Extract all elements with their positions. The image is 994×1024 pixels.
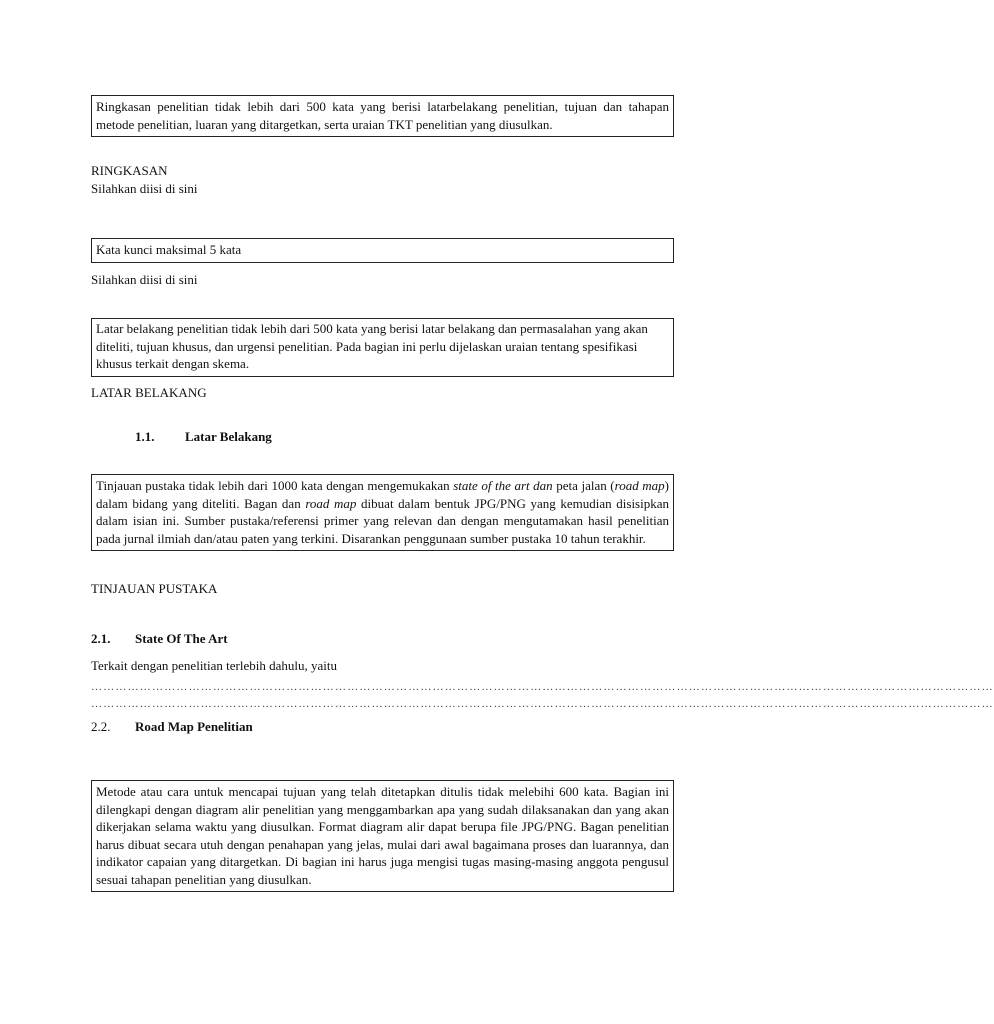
section-title-latar-belakang: Latar Belakang xyxy=(185,429,272,444)
latar-instruction-box xyxy=(91,318,674,377)
metode-instruction-text: Metode atau cara untuk mencapai tujuan yang telah ditetapkan ditulis tidak melebihi 600 kata. Bagian ini dilengkapi dengan diagram alir penelitian yang menggambarkan apa yang sudah dilaksanakan dan yang akan dikerjakan selama waktu yang diusulkan. Format diagram alir dapat berupa file JPG/PNG. Bagan penelitian harus dibuat secara utuh dengan penahapan yang jelas, mulai dari awal bagaimana proses dan luarannya, dan indikator capaian yang ditargetkan. Di bagian ini harus juga mengisi tugas masing-masing anggota pengusul sesuai tahapan penelitian yang diusulkan. xyxy=(96,784,669,887)
metode-instruction-box xyxy=(91,780,674,892)
keyword-instruction-box xyxy=(91,238,674,263)
tinjauan-text-1: Tinjauan pustaka tidak lebih dari 1000 kata dengan mengemukakan xyxy=(96,478,454,493)
section-number-1-1: 1.1. xyxy=(135,429,155,444)
tinjauan-italic-1: state of the art dan xyxy=(453,478,553,493)
ringkasan-instruction-text: Ringkasan penelitian tidak lebih dari 500 kata yang berisi latarbelakang penelitian, tujuan dan tahapan metode penelitian, luaran yang ditargetkan, serta uraian TKT penelitian yang diusulkan. xyxy=(96,99,669,132)
tinjauan-text-2: peta jalan ( xyxy=(552,478,615,493)
tinjauan-text-3: ) dalam bidang yang diteliti. Bagan dan xyxy=(96,478,669,511)
section-title-state-of-the-art: State Of The Art xyxy=(135,631,228,646)
latar-heading: LATAR BELAKANG xyxy=(91,385,207,400)
section-number-2-1: 2.1. xyxy=(91,631,111,646)
dotted-fill-line-2: …………………………………………………………………………………………………………………………………………………………………………………………………… xyxy=(91,698,994,710)
tinjauan-heading: TINJAUAN PUSTAKA xyxy=(91,581,218,596)
section-number-2-2: 2.2. xyxy=(91,719,111,734)
tinjauan-italic-2: road map xyxy=(614,478,665,493)
ringkasan-instruction-box xyxy=(91,95,674,137)
ringkasan-heading: RINGKASAN xyxy=(91,163,168,178)
keyword-placeholder[interactable]: Silahkan diisi di sini xyxy=(91,272,198,287)
ringkasan-placeholder[interactable]: Silahkan diisi di sini xyxy=(91,181,198,196)
keyword-instruction-text: Kata kunci maksimal 5 kata xyxy=(96,242,242,257)
latar-instruction-text: Latar belakang penelitian tidak lebih dari 500 kata yang berisi latar belakang dan permasalahan yang akan diteliti, tujuan khusus, dan urgensi penelitian. Pada bagian ini perlu dijelaskan uraian tentang spesifikasi khusus terkait dengan skema. xyxy=(96,321,648,371)
tinjauan-text-4: dibuat dalam bentuk JPG/PNG yang kemudian disisipkan dalam isian ini. Sumber pustaka/referensi primer yang relevan dan dengan mengutamakan hasil penelitian pada jurnal ilmiah dan/atau paten yang terkini. Disarankan penggunaan sumber pustaka 10 tahun terakhir. xyxy=(96,495,669,546)
tinjauan-instruction-box xyxy=(91,474,674,551)
tinjauan-italic-3: road map xyxy=(305,495,357,511)
state-of-the-art-text[interactable]: Terkait dengan penelitian terlebih dahulu, yaitu xyxy=(91,658,338,673)
dotted-fill-line-1: …………………………………………………………………………………………………………………………………………………………………………………………………… xyxy=(91,681,994,693)
section-title-road-map: Road Map Penelitian xyxy=(135,719,253,734)
